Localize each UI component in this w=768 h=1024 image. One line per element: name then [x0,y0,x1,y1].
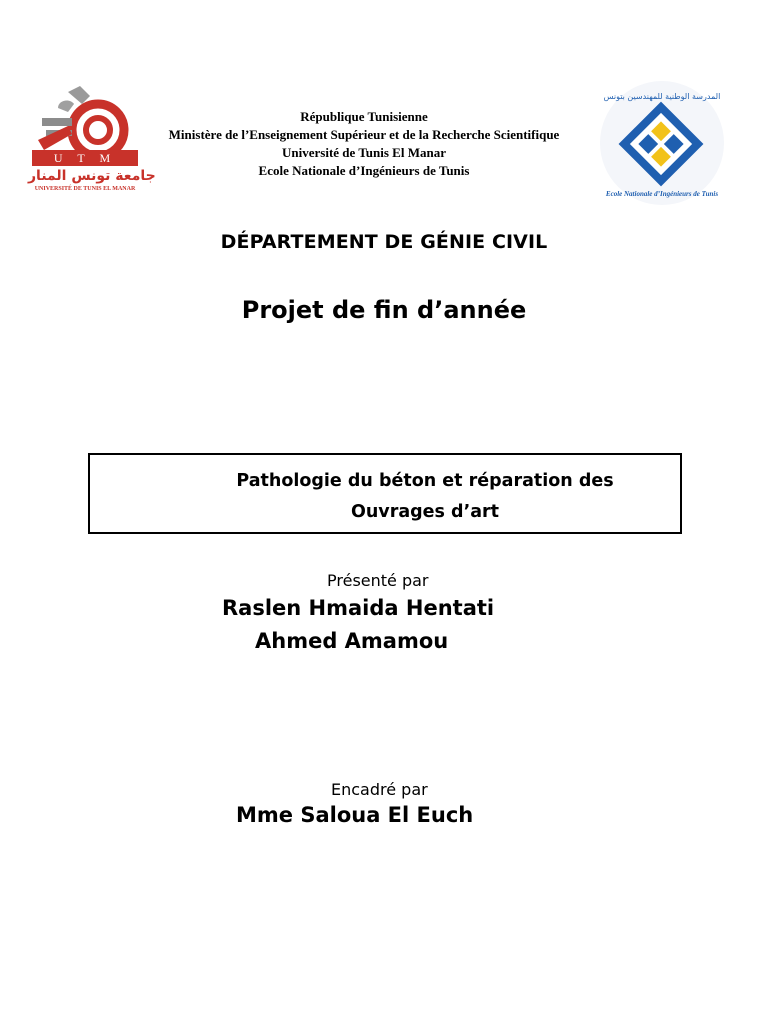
supervisor-name: Mme Saloua El Euch [236,803,474,827]
department-title: DÉPARTEMENT DE GÉNIE CIVIL [220,231,548,253]
topic-line-1: Pathologie du béton et réparation des [236,471,614,491]
header-ministry: Ministère de l’Enseignement Supérieur et de la Recherche Scientifique [168,127,560,142]
author-2: Ahmed Amamou [255,629,449,653]
institution-header [140,108,588,180]
enit-logo [597,78,727,208]
presented-by-label: Présenté par [327,571,429,590]
header-school: Ecole Nationale d’Ingénieurs de Tunis [258,163,470,178]
enit-arabic: المدرسة الوطنية للمهندسين بتونس [603,92,721,101]
header-university: Université de Tunis El Manar [282,145,446,160]
topic-line-2: Ouvrages d’art [350,502,500,522]
header-republic: République Tunisienne [300,109,428,124]
utm-letters: U T M [53,151,117,165]
project-title: Projet de fin d’année [241,296,527,324]
supervised-by-label: Encadré par [331,780,428,799]
author-1: Raslen Hmaida Hentati [222,596,495,620]
utm-logo [28,78,156,198]
utm-caption: UNIVERSITÉ DE TUNIS EL MANAR [34,186,136,192]
utm-arabic: جامعة تونس المنار [28,168,156,184]
enit-french: Ecole Nationale d’Ingénieurs de Tunis [605,190,719,198]
